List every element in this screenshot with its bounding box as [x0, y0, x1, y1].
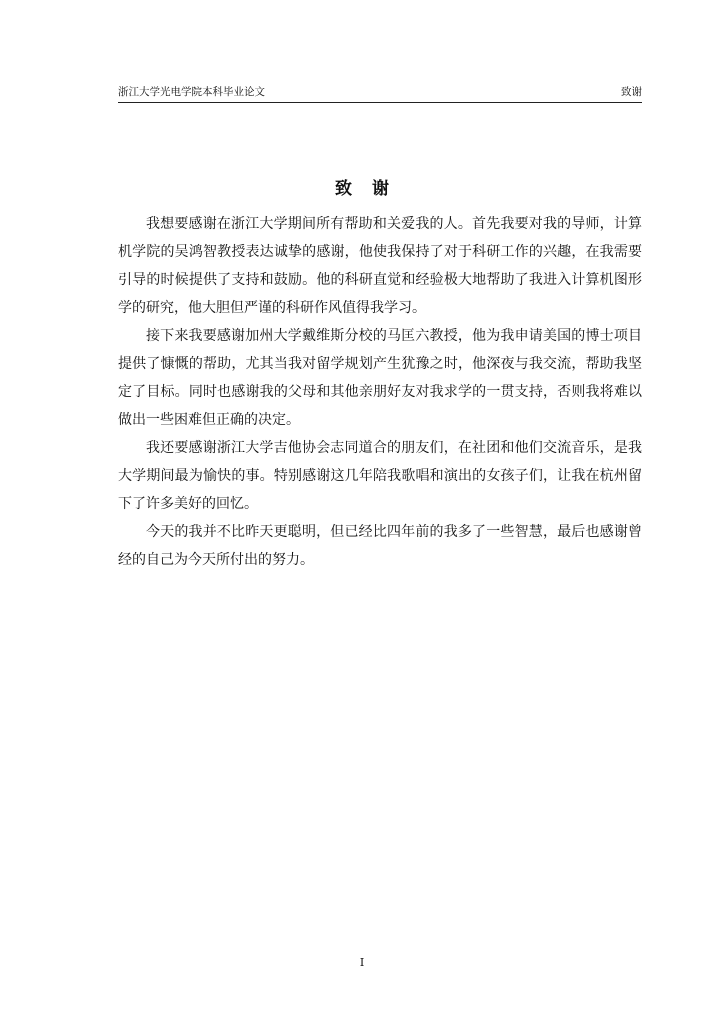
header-divider — [118, 102, 642, 103]
paragraph-1: 我想要感谢在浙江大学期间所有帮助和关爱我的人。首先我要对我的导师，计算机学院的吴鸿智教授表达诚挚的感谢，他使我保持了对于科研工作的兴趣，在我需要引导的时候提供了支持和鼓励。他的科研直觉和经验极大地帮助了我进入计算机图形学的研究，他大胆但严谨的科研作风值得我学习。 — [118, 216, 642, 316]
acknowledgement-body — [118, 210, 642, 574]
page-number: I — [359, 956, 365, 969]
paragraph-4: 今天的我并不比昨天更聪明，但已经比四年前的我多了一些智慧，最后也感谢曾经的自己为今天所付出的努力。 — [118, 524, 642, 568]
page-header — [118, 84, 642, 102]
header-thesis-title: 浙江大学光电学院本科毕业论文 — [118, 86, 265, 98]
page-title: 致谢 — [335, 179, 409, 199]
paragraph-3: 我还要感谢浙江大学吉他协会志同道合的朋友们，在社团和他们交流音乐，是我大学期间最为愉快的事。特别感谢这几年陪我歌唱和演出的女孩子们，让我在杭州留下了许多美好的回忆。 — [118, 440, 642, 512]
paragraph-2: 接下来我要感谢加州大学戴维斯分校的马匡六教授，他为我申请美国的博士项目提供了慷慨的帮助，尤其当我对留学规划产生犹豫之时，他深夜与我交流，帮助我坚定了目标。同时也感谢我的父母和其他亲朋好友对我求学的一贯支持，否则我将难以做出一些困难但正确的决定。 — [118, 328, 642, 428]
header-section-title: 致谢 — [621, 86, 642, 98]
